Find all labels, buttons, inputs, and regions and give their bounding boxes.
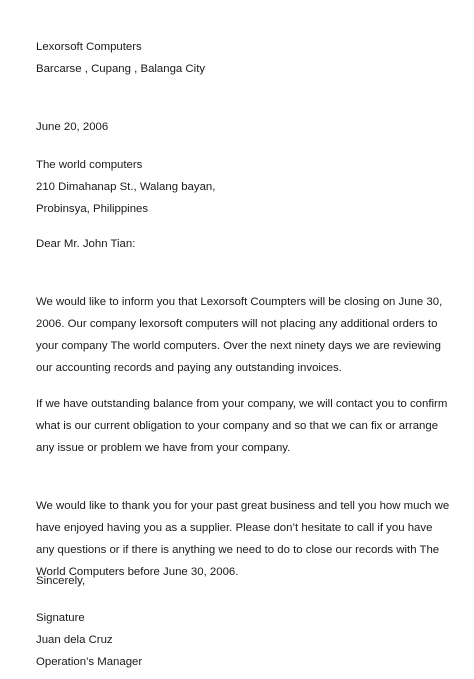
recipient-block bbox=[36, 154, 456, 220]
paragraph-line: We would like to thank you for your past great business and tell you how much we bbox=[36, 500, 450, 512]
paragraph-line: World Computers before June 30, 2006. bbox=[36, 566, 239, 578]
sender-address: Barcarse , Cupang , Balanga City bbox=[36, 63, 206, 75]
paragraph-line: If we have outstanding balance from your company, we will contact you to confirm bbox=[36, 398, 448, 410]
closing bbox=[36, 570, 456, 592]
paragraph-line: We would like to inform you that Lexorsoft Coumpters will be closing on June 30, bbox=[36, 296, 443, 308]
date-text: June 20, 2006 bbox=[36, 121, 109, 133]
paragraph-line: have enjoyed having you as a supplier. Please don’t hesitate to call if you have bbox=[36, 522, 433, 534]
signer-title: Operation’s Manager bbox=[36, 656, 143, 668]
body-paragraph-2 bbox=[36, 393, 446, 459]
signer-name: Juan dela Cruz bbox=[36, 634, 113, 646]
paragraph-line: what is our current obligation to your company and so that we can fix or arrange bbox=[36, 420, 439, 432]
recipient-address-line1: 210 Dimahanap St., Walang bayan, bbox=[36, 181, 216, 193]
signature-block bbox=[36, 607, 456, 673]
recipient-address-line2: Probinsya, Philippines bbox=[36, 203, 149, 215]
paragraph-line: any questions or if there is anything we need to do to close our records with The bbox=[36, 544, 440, 556]
paragraph-line: your company The world computers. Over the next ninety days we are reviewing bbox=[36, 340, 441, 352]
paragraph-line: any issue or problem we have from your company. bbox=[36, 442, 291, 454]
recipient-company: The world computers bbox=[36, 159, 143, 171]
paragraph-line: our accounting records and paying any outstanding invoices. bbox=[36, 362, 342, 374]
closing-text: Sincerely, bbox=[36, 575, 86, 587]
paragraph-line: 2006. Our company lexorsoft computers will not placing any additional orders to bbox=[36, 318, 438, 330]
salutation-text: Dear Mr. John Tian: bbox=[36, 238, 136, 250]
signature-label: Signature bbox=[36, 612, 85, 624]
letter-date bbox=[36, 116, 456, 138]
sender-block bbox=[36, 36, 456, 80]
sender-company: Lexorsoft Computers bbox=[36, 41, 142, 53]
body-paragraph-1 bbox=[36, 291, 446, 379]
salutation bbox=[36, 233, 456, 255]
